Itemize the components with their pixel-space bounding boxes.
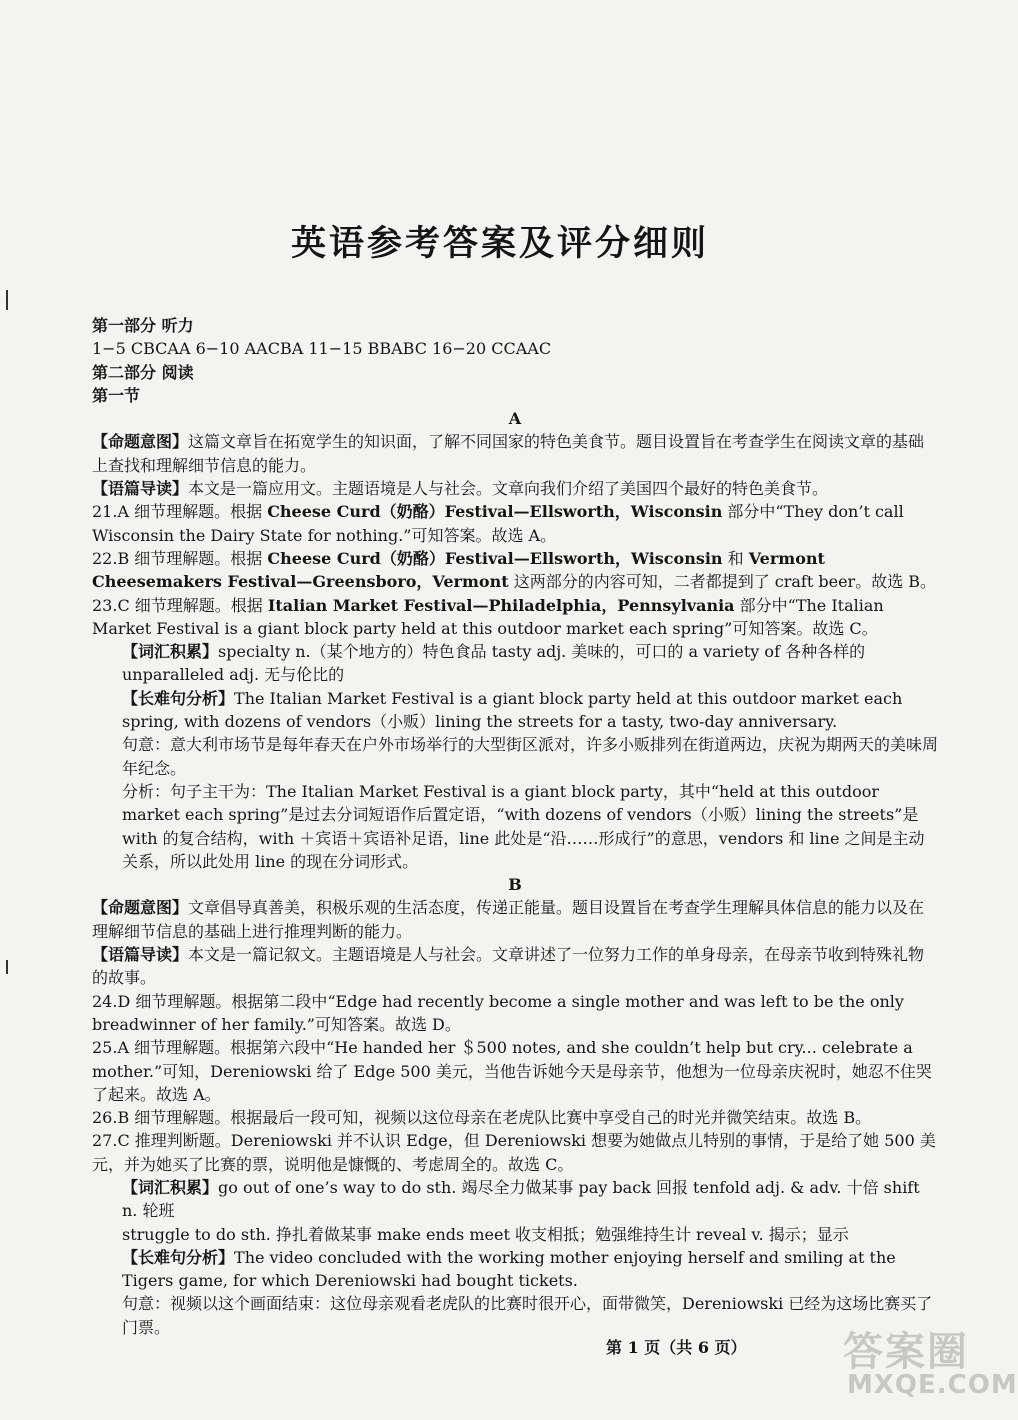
vocab-a: 【词汇积累】specialty n.（某个地方的）特色食品 tasty adj. 美味的，可口的 a variety of 各种各样的 unparalleled adj. 无与伦比的 xyxy=(122,642,866,685)
meaning-b: 句意：视频以这个画面结束：这位母亲观看老虎队的比赛时很开心，面带微笑，Dereniowski 已经为这场比赛买了门票。 xyxy=(122,1294,933,1337)
answer-23: 23.C 细节理解题。根据 Italian Market Festival—Philadelphia，Pennsylvania 部分中“The Italian Market Festival is a giant block party held at this outdoor market each spring”可知答案。故选 C。 xyxy=(92,595,884,638)
intent-tag: 【命题意图】 xyxy=(92,432,189,452)
meaning-a: 句意：意大利市场节是每年春天在户外市场举行的大型街区派对，许多小贩排列在街道两边，庆祝为期两天的美味周年纪念。 xyxy=(122,735,939,778)
document-body xyxy=(92,314,938,1339)
page-number: 第 1 页（共 6 页） xyxy=(606,1338,747,1357)
passage-a-intent xyxy=(92,430,938,477)
guide-tag: 【语篇导读】 xyxy=(92,479,189,499)
vocab-b-2: struggle to do sth. 挣扎着做某事 make ends meet 收支相抵；勉强维持生计 reveal v. 揭示；显示 xyxy=(122,1224,849,1244)
passage-b-guide: 【语篇导读】本文是一篇记叙文。主题语境是人与社会。文章讲述了一位努力工作的单身母亲，在母亲节收到特殊礼物的故事。 xyxy=(92,945,925,988)
page-title: 英语参考答案及评分细则 xyxy=(290,223,709,264)
answer-25: 25.A 细节理解题。根据第六段中“He handed her ＄500 notes, and she couldn’t help but cry... celebrate a mother.”可知，Dereniowski 给了 Edge 500 美元，当他告诉她今天是母亲节，他想为一位母亲庆祝时，她忍不住哭了起来。故选 A。 xyxy=(92,1038,932,1104)
passage-a-letter: A xyxy=(508,409,522,429)
vocab-b-1: 【词汇积累】go out of one’s way to do sth. 竭尽全力做某事 pay back 回报 tenfold adj. & adv. 十倍 shift n. 轮班 xyxy=(122,1177,920,1221)
section-heading: 第一节 xyxy=(92,385,141,405)
part1-heading: 第一部分 听力 xyxy=(92,316,194,335)
part2-heading: 第二部分 阅读 xyxy=(92,362,194,382)
answer-26: 26.B 细节理解题。根据最后一段可知，视频以这位母亲在老虎队比赛中享受自己的时光并微笑结束。故选 B。 xyxy=(92,1108,872,1128)
answer-21: 21.A 细节理解题。根据 Cheese Curd（奶酪）Festival—Ellsworth，Wisconsin 部分中“They don’t call Wisconsin the Dairy State for nothing.”可知答案。故选 A。 xyxy=(92,502,904,545)
answer-27: 27.C 推理判断题。Dereniowski 并不认识 Edge，但 Dereniowski 想要为她做点儿特别的事情，于是给了她 500 美元，并为她买了比赛的票，说明他是慷慨的、考虑周全的。故选 C。 xyxy=(92,1131,936,1174)
long-sentence-b: 【长难句分析】The video concluded with the working mother enjoying herself and smiling at the Tigers game, for which Dereniowski had bought tickets. xyxy=(122,1247,896,1291)
passage-a-guide xyxy=(92,477,938,500)
answer-22: 22.B 细节理解题。根据 Cheese Curd（奶酪）Festival—Ellsworth，Wisconsin 和 Vermont Cheesemakers Festival—Greensboro，Vermont 这两部分的内容可知，二者都提到了 craft beer。故选 B。 xyxy=(92,548,937,592)
q-number: 23.C xyxy=(92,595,130,615)
part1-answers: 1−5 CBCAA 6−10 AACBA 11−15 BBABC 16−20 CCAAC xyxy=(92,339,552,359)
q-number: 22.B xyxy=(92,548,130,568)
passage-b-intent: 【命题意图】文章倡导真善美，积极乐观的生活态度，传递正能量。题目设置旨在考查学生理解具体信息的能力以及在理解细节信息的基础上进行推理判断的能力。 xyxy=(92,898,925,941)
q-number: 21.A xyxy=(92,502,129,522)
watermark-logo-text: 答案圈 xyxy=(843,1329,969,1375)
guide-text: 本文是一篇应用文。主题语境是人与社会。文章向我们介绍了美国四个最好的特色美食节。 xyxy=(188,479,829,499)
long-sentence-a: 【长难句分析】The Italian Market Festival is a giant block party held at this outdoor market each spring, with dozens of vendors（小贩）lining the streets for a tasty, two-day anniversary. xyxy=(122,688,903,732)
answer-24: 24.D 细节理解题。根据第二段中“Edge had recently become a single mother and was left to be the only breadwinner of her family.”可知答案。故选 D。 xyxy=(92,991,904,1034)
intent-text: 这篇文章旨在拓宽学生的知识面，了解不同国家的特色美食节。题目设置旨在考查学生在阅读文章的基础上查找和理解细节信息的能力。 xyxy=(92,432,925,475)
watermark-url: MXQE.COM xyxy=(847,1370,1018,1400)
passage-b-letter: B xyxy=(508,875,522,895)
watermark-logo xyxy=(833,1320,1018,1410)
analysis-a: 分析：句子主干为：The Italian Market Festival is a giant block party，其中“held at this outdoor market each spring”是过去分词短语作后置定语，“with dozens of vendors（小贩）lining the streets”是 with 的复合结构，with ＋宾语＋宾语补足语，line 此处是“沿……形成行”的意思，vendors 和 line 之间是主动关系，所以此处用 line 的现在分词形式。 xyxy=(122,781,925,871)
scan-margin-mark xyxy=(6,290,8,310)
scan-margin-mark xyxy=(6,960,8,974)
